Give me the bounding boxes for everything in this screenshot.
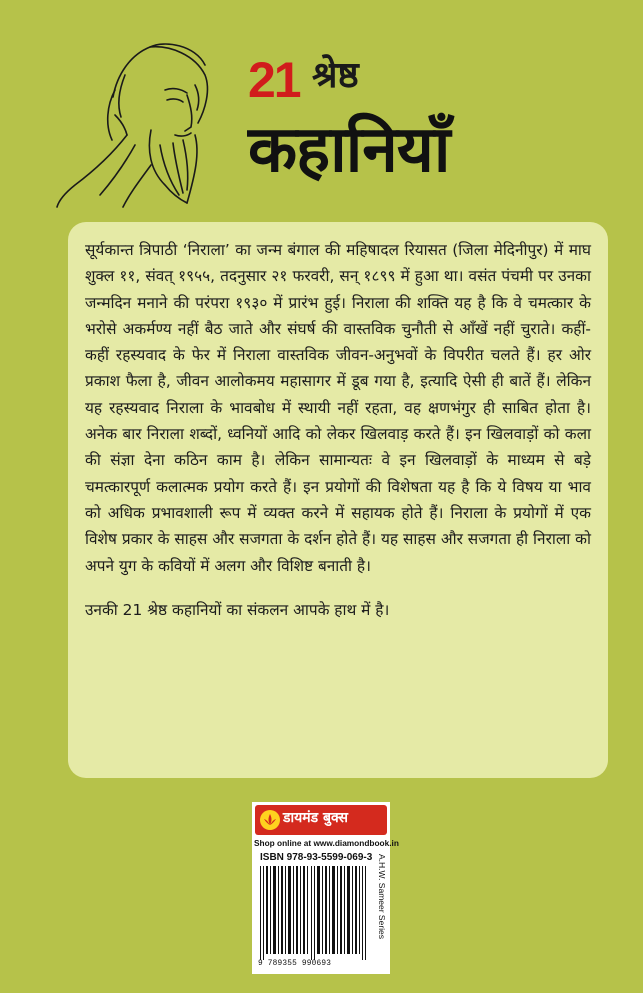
lotus-logo-icon (260, 810, 280, 830)
blurb-paragraph: सूर्यकान्त त्रिपाठी ‘निराला’ का जन्म बंगाल की महिषादल रियासत (जिला मेदिनीपुर) में माघ शुक्ल ११, संवत् १९५५, तदनुसार २१ फरवरी, सन् १८९९ में हुआ था। वसंत पंचमी पर उनका जन्मदिन मनाने की परंपरा १९३० में प्रारंभ हुई। निराला की शक्ति यह है कि वे चमत्कार के भरोसे अकर्मण्य नहीं बैठ जाते और संघर्ष की वास्तविक चुनौती से आँखें नहीं चुराते। कहीं-कहीं रहस्यवाद के फेर में निराला वास्तविक जीवन-अनुभवों के विपरीत चलते हैं। हर ओर प्रकाश फैला है, जीवन आलोकमय महासागर में डूब गया है, इत्यादि ऐसी ही बातें हैं। लेकिन यह रहस्यवाद निराला के भावबोध में स्थायी नहीं रहता, वह क्षणभंगुर ही साबित होता है। अनेक बार निराला शब्दों, ध्वनियों आदि को लेकर खिलवाड़ करते हैं। इन खिलवाड़ों को कला की संज्ञा देना कठिन काम है। लेकिन सामान्यतः वे इन खिलवाड़ों के माध्यम से बड़े चमत्कारपूर्ण कलात्मक प्रयोग करते हैं। इन प्रयोगों की विशेषता यह है कि ये विषय या भाव को अधिक प्रभावशाली रूप में व्यक्त करने में सहायक होते हैं। निराला के प्रयोगों में एक विशेष प्रकार के साहस और सजगता के दर्शन होते हैं। यह साहस और सजगता ही निराला को अपने युग के कवियों में अलग और विशिष्ट बनाती है। (85, 241, 591, 575)
blurb-panel (68, 222, 608, 778)
series-label: A.H.W. Sameer Series (377, 854, 387, 940)
title-line-kahaniyan: कहानियाँ (248, 113, 450, 187)
blurb-closing-line: उनकी 21 श्रेष्ठ कहानियों का संकलन आपके हाथ में है। (85, 600, 390, 619)
publisher-brand-bar (255, 805, 387, 835)
publisher-name: डायमंड बुक्स (283, 810, 348, 826)
shop-online-text: Shop online at www.diamondbook.in (254, 838, 399, 848)
barcode (258, 866, 368, 960)
publisher-block (252, 802, 399, 974)
title-number: 21 (248, 52, 300, 108)
poet-portrait-icon (55, 35, 245, 210)
isbn-text: ISBN 978-93-5599-069-3 (260, 852, 373, 863)
barcode-digits: 9 789355 990693 (258, 960, 332, 968)
title-line-shreshth: श्रेष्ठ (312, 55, 359, 96)
